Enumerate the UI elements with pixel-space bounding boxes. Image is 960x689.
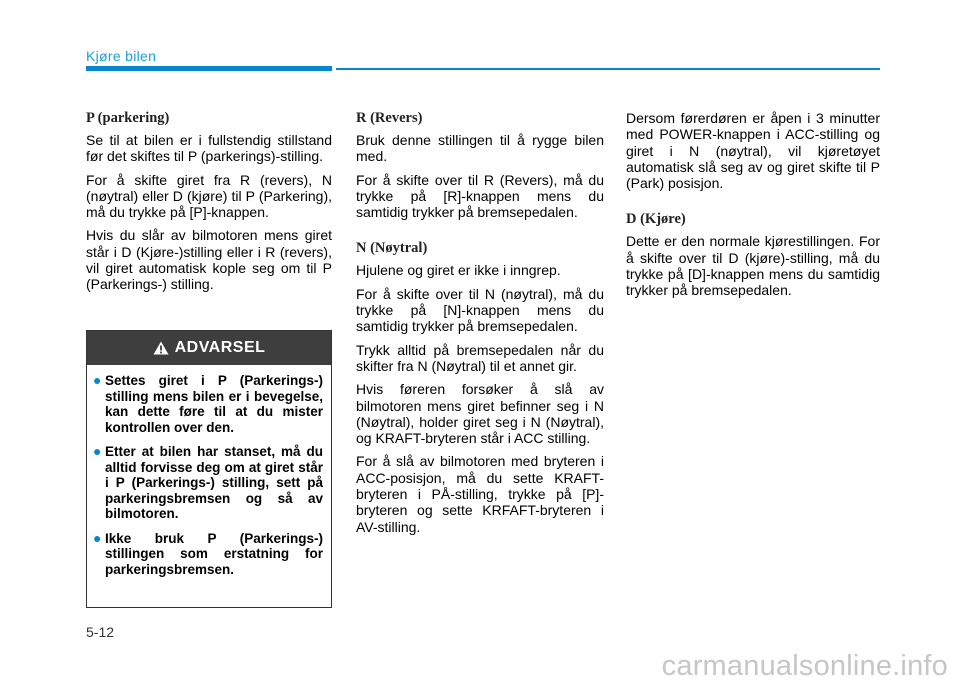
warning-text: Ikke bruk P (Parkerings-) stillingen som erstatning for parkeringsbremsen. — [105, 530, 323, 577]
warning-triangle-icon — [153, 341, 169, 355]
paragraph: Hjulene og giret er ikke i inngrep. — [356, 262, 561, 279]
section-heading-drive: D (Kjøre) — [626, 211, 686, 228]
warning-box — [86, 330, 332, 608]
warning-text: Etter at bilen har stanset, må du alltid forvisse deg om at giret står i P (Parkerings-) stilling, sett på parkeringsbremsen og så av bilmotoren. — [105, 444, 323, 521]
warning-header — [87, 331, 331, 365]
column-3 — [626, 110, 880, 306]
header-rule-thin — [336, 68, 880, 70]
paragraph: For å slå av bilmotoren med bryteren i ACC-posisjon, må du sette KRAFT-bryteren i PÅ-stilling, trykke på [P]-bryteren og sette KRFAFT-bryteren i AV-stilling. — [356, 453, 604, 535]
warning-text: Settes giret i P (Parkerings-) stilling mens bilen er i bevegelse, kan dette føre til at du mister kontrollen over den. — [105, 373, 323, 435]
paragraph: Trykk alltid på bremsepedalen når du skifter fra N (Nøytral) til et annet gir. — [356, 341, 604, 374]
section-heading-neutral: N (Nøytral) — [356, 240, 428, 257]
paragraph: Se til at bilen er i fullstendig stillstand før det skiftes til P (parkerings)-stilling. — [86, 132, 332, 165]
watermark: carmanualsonline.info — [661, 650, 948, 682]
page-number: 5-12 — [86, 624, 115, 640]
section-heading-park: P (parkering) — [86, 110, 170, 126]
warning-title: ADVARSEL — [174, 339, 266, 356]
paragraph: Dersom førerdøren er åpen i 3 minutter med POWER-knappen i ACC-stilling og giret i N (nøytral), vil kjøretøyet automatisk slå seg av og giret skifte til P (Park) posisjon. — [626, 110, 880, 192]
section-heading-reverse: R (Revers) — [356, 110, 423, 126]
paragraph: Hvis du slår av bilmotoren mens giret står i D (Kjøre-)stilling eller i R (revers), vil giret automatisk kople seg om til P (Parkerings-) stilling. — [86, 227, 332, 293]
bullet-icon: ● — [93, 443, 102, 459]
header-rule-thick — [86, 66, 332, 71]
column-2 — [356, 110, 604, 542]
paragraph: For å skifte over til R (Revers), må du trykke på [R]-knappen mens du samtidig trykker på bremsepedalen. — [356, 171, 604, 221]
bullet-icon: ● — [93, 529, 102, 546]
warning-item — [93, 373, 323, 435]
paragraph: For å skifte giret fra R (revers), N (nøytral) eller D (kjøre) til P (Parkering), må du trykke på [P]-knappen. — [86, 171, 332, 221]
column-1 — [86, 110, 332, 300]
header-title: Kjøre bilen — [86, 48, 157, 64]
paragraph: For å skifte over til N (nøytral), må du trykke på [N]-knappen mens du samtidig trykker på bremsepedalen. — [356, 285, 604, 335]
paragraph: Hvis føreren forsøker å slå av bilmotoren mens giret befinner seg i N (Nøytral), holder giret seg i N (Nøytral), og KRAFT-bryteren står i ACC stilling. — [356, 381, 604, 447]
paragraph: Dette er den normale kjørestillingen. For å skifte over til D (kjøre)-stilling, må du trykke på [D]-knappen mens du samtidig trykker på bremsepedalen. — [626, 233, 880, 299]
warning-item — [93, 531, 323, 578]
warning-item — [93, 444, 323, 522]
paragraph: Bruk denne stillingen til å rygge bilen med. — [356, 132, 604, 165]
bullet-icon: ● — [93, 372, 102, 388]
